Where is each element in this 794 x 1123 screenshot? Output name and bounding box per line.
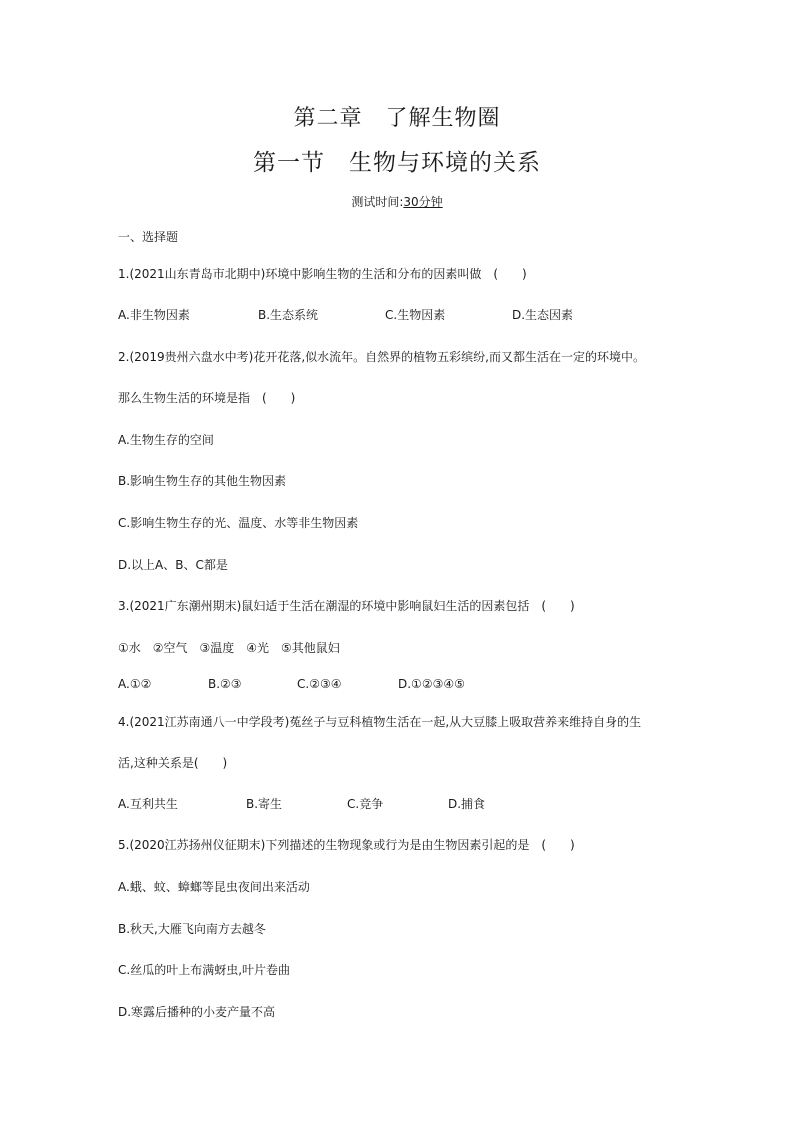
q3-option-b: B.②③ (208, 677, 242, 691)
question-4-stem-line1: 4.(2021江苏南通八一中学段考)菟丝子与豆科植物生活在一起,从大豆膝上吸取营养来维持自身的生 (118, 715, 642, 729)
q4-option-a: A.互利共生 (118, 797, 178, 811)
q3-option-c: C.②③④ (297, 677, 342, 691)
test-time-label: 测试时间: (351, 195, 404, 209)
question-5-stem: 5.(2020江苏扬州仪征期末)下列描述的生物现象或行为是由生物因素引起的是 ( ) (118, 838, 575, 852)
question-2-stem-line2: 那么生物生活的环境是指 ( ) (118, 391, 296, 405)
q4-option-b: B.寄生 (246, 797, 283, 811)
chapter-title: 第二章 了解生物圈 (293, 106, 501, 131)
q3-option-d: D.①②③④⑤ (398, 677, 465, 691)
q3-option-a: A.①② (118, 677, 152, 691)
test-time-value: 30分钟 (403, 195, 443, 209)
q2-option-c: C.影响生物生存的光、温度、水等非生物因素 (118, 516, 359, 530)
q4-option-d: D.捕食 (448, 797, 486, 811)
q5-option-b: B.秋天,大雁飞向南方去越冬 (118, 922, 266, 936)
q2-option-d: D.以上A、B、C都是 (118, 558, 228, 572)
section-title: 第一节 生物与环境的关系 (253, 150, 541, 176)
q3-factor-list: ①水 ②空气 ③温度 ④光 ⑤其他鼠妇 (118, 641, 340, 655)
q5-option-d: D.寒露后播种的小麦产量不高 (118, 1005, 276, 1019)
q1-option-a: A.非生物因素 (118, 308, 190, 322)
q2-option-b: B.影响生物生存的其他生物因素 (118, 474, 287, 488)
q1-option-b: B.生态系统 (258, 308, 319, 322)
q1-option-c: C.生物因素 (385, 308, 446, 322)
q1-option-d: D.生态因素 (512, 308, 574, 322)
test-time (0, 193, 794, 210)
q2-option-a: A.生物生存的空间 (118, 433, 214, 447)
question-3-stem: 3.(2021广东潮州期末)鼠妇适于生活在潮湿的环境中影响鼠妇生活的因素包括 ( ) (118, 599, 575, 613)
question-4-stem-line2: 活,这种关系是( ) (118, 756, 228, 770)
question-2-stem-line1: 2.(2019贵州六盘水中考)花开花落,似水流年。自然界的植物五彩缤纷,而又都生活在一定的环境中。 (118, 350, 645, 364)
q5-option-c: C.丝瓜的叶上布满蚜虫,叶片卷曲 (118, 963, 291, 977)
q4-option-c: C.竞争 (347, 797, 384, 811)
part-title: 一、选择题 (118, 230, 179, 244)
question-1-stem: 1.(2021山东青岛市北期中)环境中影响生物的生活和分布的因素叫做 ( ) (118, 267, 527, 281)
q5-option-a: A.蛾、蚊、蟑螂等昆虫夜间出来活动 (118, 880, 310, 894)
